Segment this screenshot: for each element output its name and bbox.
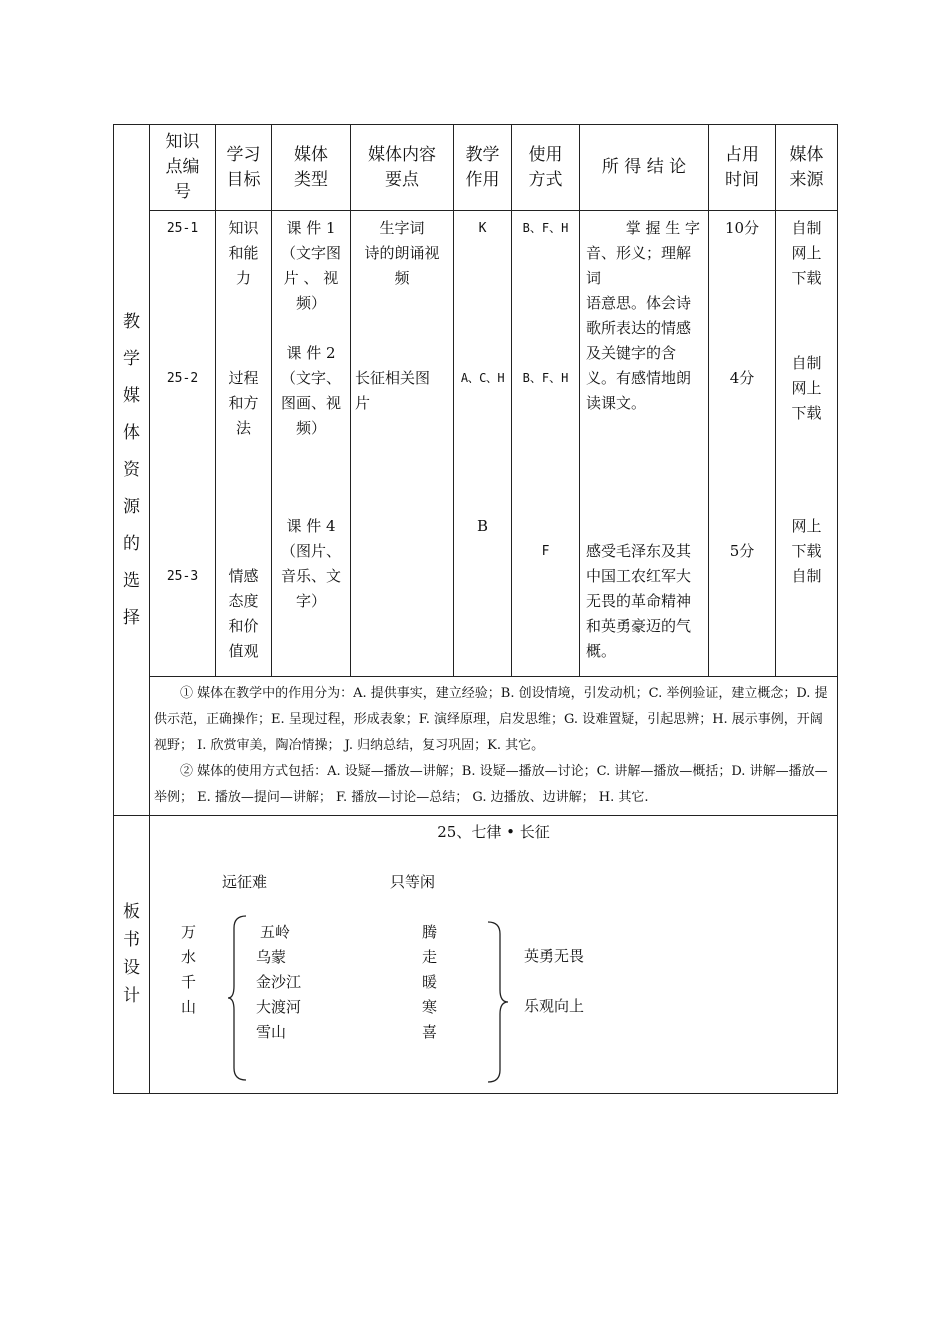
cell-conclusions: 掌 握 生 字 音、形义；理解词 语意思。体会诗 歌所表达的情感 及关键字的含 义。有感情地朗 读课文。 感受毛泽东及其 中国工农红军大 无畏的革命精神 和英勇豪迈的气 概。 [580, 211, 709, 677]
section-label-char: 资 [123, 459, 140, 480]
board-heading-right: 只等闲 [390, 873, 436, 891]
board-left-column: 万 水 千 山 [181, 923, 197, 1016]
cell-times: 10分 4分 5分 [709, 211, 776, 677]
section-label-char: 择 [123, 607, 140, 628]
section-label-char: 学 [123, 348, 140, 369]
header-knowledge-id: 知识 点编 号 [150, 125, 216, 211]
board-places: 五岭 乌蒙 金沙江 大渡河 雪山 [256, 923, 302, 1041]
board-design-row [114, 816, 838, 1094]
section-label-char: 媒 [123, 385, 140, 406]
board-label-char: 书 [123, 930, 140, 950]
table-header-row [114, 125, 838, 211]
right-brace-icon [486, 920, 510, 1084]
header-media-type: 媒体 类型 [272, 125, 351, 211]
header-content-points: 媒体内容 要点 [351, 125, 454, 211]
board-heading-left: 远征难 [222, 873, 268, 891]
header-learning-goal: 学习 目标 [216, 125, 272, 211]
section-label-char: 源 [123, 496, 140, 517]
section-label-char: 体 [123, 422, 140, 443]
header-usage-mode: 使用 方式 [512, 125, 580, 211]
cell-sources: 自制 网上 下载 自制 网上 下载 网上 下载 自制 [776, 211, 838, 677]
cell-usage-modes: B、F、H B、F、H F [512, 211, 580, 677]
board-design-cell [150, 816, 838, 1094]
media-selection-table [113, 124, 838, 1094]
section-label-board-design [114, 816, 150, 1094]
board-label-char: 设 [123, 958, 140, 978]
section-label-char: 教 [123, 311, 140, 332]
header-teaching-role: 教学 作用 [454, 125, 512, 211]
header-source: 媒体 来源 [776, 125, 838, 211]
board-verbs: 腾 走 暖 寒 喜 [422, 923, 438, 1041]
section-label-char: 选 [123, 570, 140, 591]
section-label-media-selection [114, 125, 150, 816]
notes-cell [150, 677, 838, 816]
cell-content-points: 生字词 诗的朗诵视 频 长征相关图 片 [351, 211, 454, 677]
section-label-char: 的 [123, 533, 140, 554]
board-title: 25、七律 • 长征 [437, 823, 550, 841]
header-time: 占用 时间 [709, 125, 776, 211]
cell-learning-goals: 知识 和能 力 过程 和方 法 情感 态度 和价 值观 [216, 211, 272, 677]
board-conclusion-brave: 英勇无畏 [524, 947, 585, 965]
board-label-char: 计 [123, 986, 140, 1006]
board-conclusion-optimistic: 乐观向上 [524, 997, 585, 1015]
cell-media-types: 课 件 1 （文字图 片 、 视 频） 课 件 2 （文字、 图画、视 频） 课 件 4 （图片、 音乐、文 字） [272, 211, 351, 677]
cell-teaching-roles: K A、C、H B [454, 211, 512, 677]
notes-row [114, 677, 838, 816]
left-brace-icon [226, 914, 250, 1082]
header-conclusion: 所 得 结 论 [580, 125, 709, 211]
cell-knowledge-ids: 25-1 25-2 25-3 [150, 211, 216, 677]
table-body-row [114, 211, 838, 677]
note-usage-mode: ② 媒体的使用方式包括：A. 设疑—播放—讲解；B. 设疑—播放—讨论；C. 讲解—播放—概括；D. 讲解—播放—举例； E. 播放—提问—讲解； F. 播放—讨论—总结； G. 边播放、边讲解； H. 其它. [154, 764, 828, 805]
note-teaching-role: ① 媒体在教学中的作用分为：A. 提供事实，建立经验；B. 创设情境，引发动机；C. 举例验证，建立概念；D. 提供示范，正确操作；E. 呈现过程，形成表象；F. 演绎原理，启发思维；G. 设难置疑，引起思辨；H. 展示事例，开阔视野； I. 欣赏审美，陶冶情操； J. 归纳总结，复习巩固；K. 其它。 [154, 686, 828, 753]
board-label-char: 板 [123, 902, 140, 922]
